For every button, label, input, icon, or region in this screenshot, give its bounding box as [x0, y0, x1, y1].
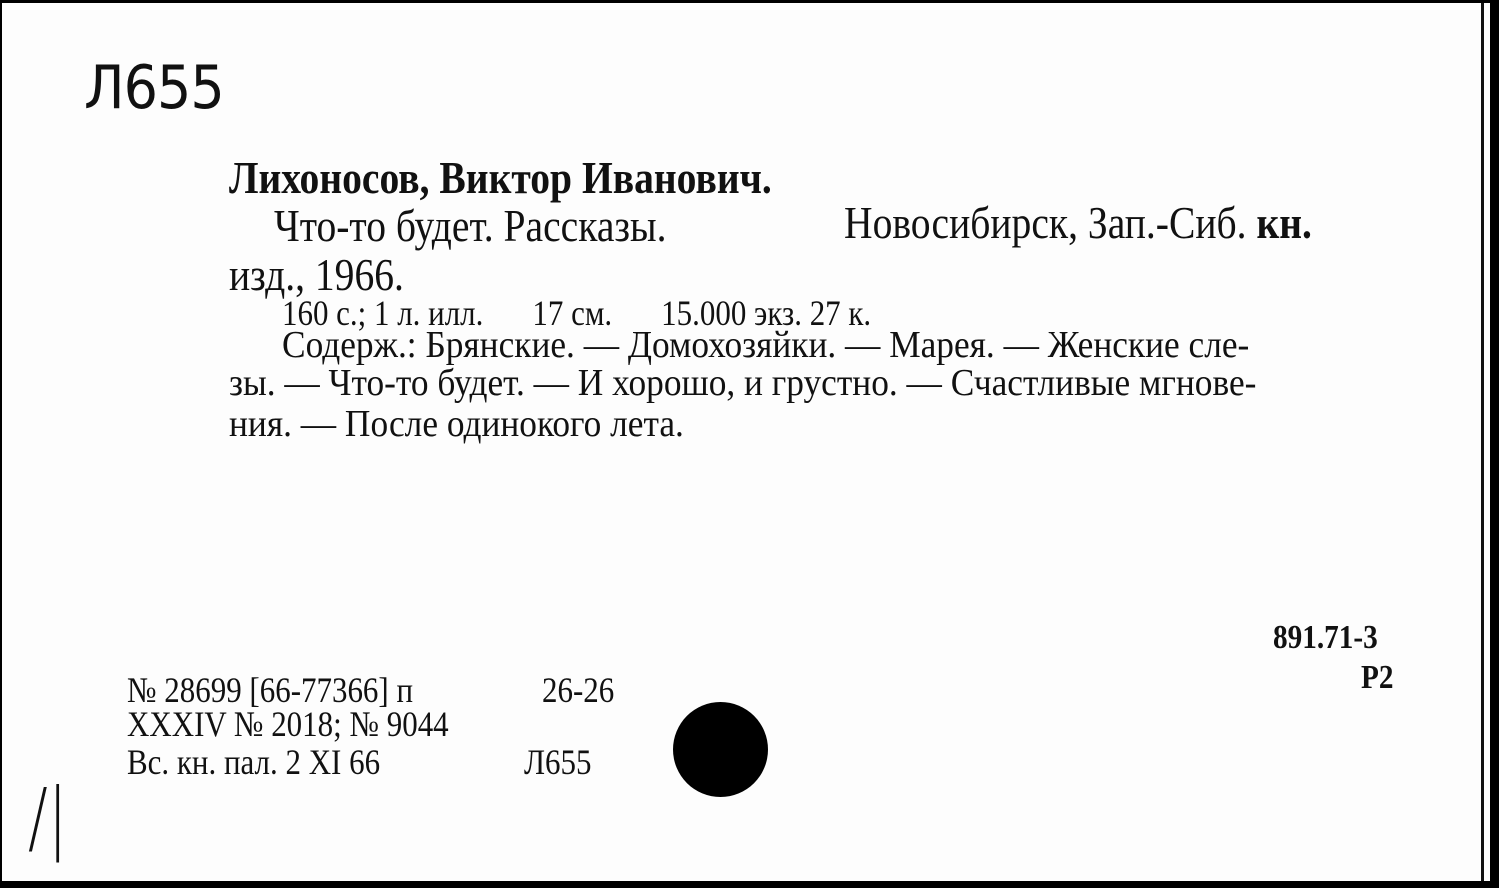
udc-code: 891.71-3 [1273, 619, 1378, 656]
contents-line-2: зы. — Что-то будет. — И хорошо, и грустно. — Счастливые мгнове- [229, 362, 1257, 404]
place-publisher [844, 196, 1312, 249]
classmark: Р2 [1361, 659, 1394, 696]
punch-hole [673, 702, 768, 797]
collation-pages: 160 с.; 1 л. илл. [282, 293, 484, 333]
record-number: № 28699 [66-77366] п [127, 670, 414, 710]
book-title: Что-то будет. Рассказы. [274, 200, 667, 251]
register-number: XXXIV № 2018; № 9044 [127, 704, 449, 744]
contents-line-1: Содерж.: Брянские. — Домохозяйки. — Марея. — Женские сле- [282, 324, 1250, 366]
contents-line-3: ния. — После одинокого лета. [229, 403, 684, 445]
place-publisher-text: Новосибирск, Зап.-Сиб. [844, 197, 1247, 248]
collation-size: 17 см. [532, 293, 613, 333]
price-code: 26-26 [542, 670, 615, 710]
pencil-mark: /| [28, 773, 68, 863]
catalog-card [2, 3, 1490, 881]
shelfmark-bottom: Л655 [524, 742, 592, 782]
handwritten-shelfmark: Л655 [84, 53, 224, 123]
collation-copies: 15.000 экз. 27 к. [661, 293, 872, 333]
book-chamber-line: Вс. кн. пал. 2 XI 66 [127, 742, 381, 782]
place-publisher-abbr: кн. [1256, 197, 1312, 248]
card-edge [1481, 3, 1484, 881]
publisher-year: изд., 1966. [229, 249, 404, 300]
author-heading: Лихоносов, Виктор Иванович. [229, 152, 772, 203]
